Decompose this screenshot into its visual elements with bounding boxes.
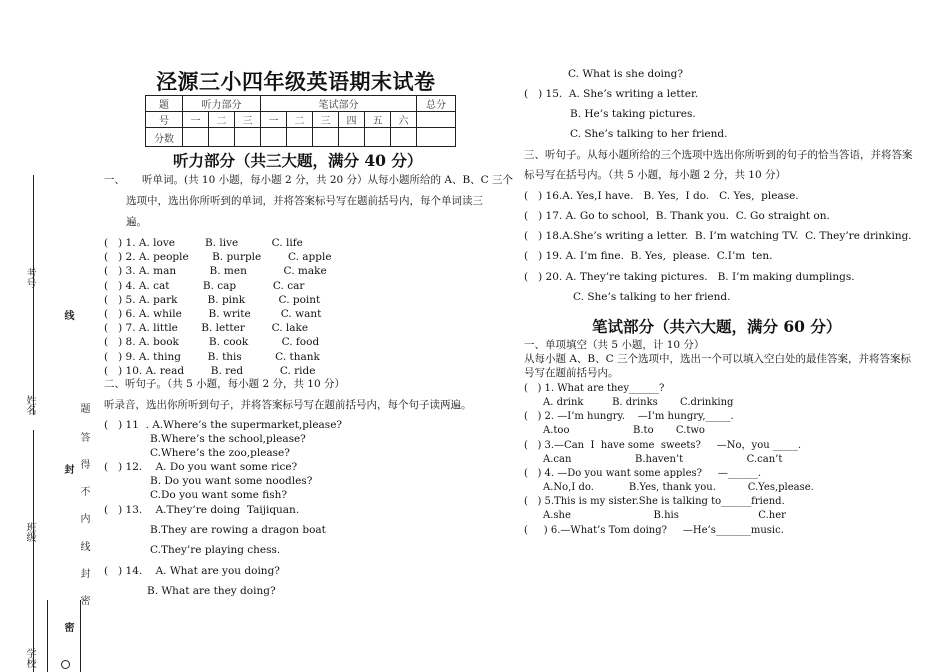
- mark-secret: 密: [62, 622, 73, 632]
- score-input-cell[interactable]: [235, 128, 261, 147]
- label-exam-number: 考号: [24, 268, 35, 288]
- question-line: ( ) 12. A. Do you want some rice?: [104, 461, 298, 473]
- score-table-cell: 二: [287, 112, 313, 128]
- section-3-intro: 三、听句子。从每小题所给的三个选项中选出你所听到的句子的恰当答语，并将答案: [524, 149, 913, 161]
- label-school: 学校: [24, 648, 35, 668]
- binding-line-2: [33, 430, 34, 672]
- question-line: B.They are rowing a dragon boat: [150, 524, 326, 536]
- question-line: C.They’re playing chess.: [150, 544, 281, 556]
- question-line: ( ) 18.A.She’s writing a letter. B. I’m watching TV. C. They’re drinking.: [524, 230, 912, 242]
- question-line: B. Do you want some noodles?: [150, 475, 313, 487]
- question-line: C. What is she doing?: [568, 68, 684, 80]
- score-input-cell[interactable]: [365, 128, 391, 147]
- question-line: ( ) 6. A. while B. write C. want: [104, 308, 322, 320]
- score-table-header: 笔试部分: [261, 96, 417, 112]
- option-line: A.can B.haven’t C.can’t: [543, 454, 783, 465]
- score-table-cell: 五: [365, 112, 391, 128]
- question-line: ( ) 2. A. people B. purple C. apple: [104, 251, 332, 264]
- score-table-cell: 分数: [146, 128, 183, 147]
- note-char-8: 密: [78, 595, 89, 605]
- note-char-3: 得: [78, 459, 89, 469]
- score-input-cell[interactable]: [417, 128, 456, 147]
- label-class: 班级: [24, 522, 35, 542]
- question-line: ( ) 13. A.They’re doing Taijiquan.: [104, 504, 300, 516]
- question-line: ( ) 5.This is my sister.She is talking to______friend.: [524, 496, 785, 507]
- section-1-number: 一、: [104, 174, 125, 186]
- section-1-intro: 选项中，选出你所听到的单词，并将答案标号写在题前括号内，每个单词读三: [126, 195, 483, 207]
- section-1-intro: 遍。: [126, 216, 147, 228]
- score-table-cell: 三: [235, 112, 261, 128]
- note-char-6: 线: [78, 541, 89, 551]
- question-line: ( ) 3. A. man B. men C. make: [104, 265, 327, 278]
- question-line: B. He’s taking pictures.: [570, 108, 696, 120]
- score-table-cell: 号: [146, 112, 183, 128]
- score-table-header: 题: [146, 96, 183, 112]
- section-2-title: 二、听句子。（共 5 小题，每小题 2 分，共 10 分）: [104, 378, 345, 390]
- question-line: ( ) 6.—What’s Tom doing? —He’s_______music.: [524, 525, 784, 536]
- score-table-cell: 六: [391, 112, 417, 128]
- score-table: [145, 95, 456, 147]
- question-line: C. She’s talking to her friend.: [570, 128, 728, 140]
- question-line: ( ) 17. A. Go to school, B. Thank you. C. Go straight on.: [524, 210, 830, 222]
- mark-seal: 封: [62, 464, 73, 474]
- label-name: 姓名: [24, 395, 35, 415]
- score-input-cell[interactable]: [391, 128, 417, 147]
- question-line: ( ) 14. A. What are you doing?: [104, 565, 280, 577]
- question-line: ( ) 15. A. She’s writing a letter.: [524, 88, 699, 100]
- question-line: ( ) 10. A. read B. red C. ride: [104, 364, 316, 377]
- option-line: A.she B.his C.her: [543, 510, 786, 521]
- note-char-4: 不: [78, 486, 89, 496]
- question-line: C.Where’s the zoo,please?: [150, 447, 290, 459]
- question-line: C. She’s talking to her friend.: [573, 291, 731, 303]
- note-char-1: 题: [78, 403, 89, 413]
- question-line: ( ) 20. A. They’re taking pictures. B. I’m making dumplings.: [524, 271, 855, 283]
- score-table-header: 总分: [417, 96, 456, 112]
- listening-section-title: 听力部分（共三大题，满分 40 分）: [173, 151, 423, 170]
- written-1-intro: 从每小题 A、B、C 三个选项中，选出一个可以填入空白处的最佳答案，并将答案标: [524, 353, 912, 365]
- section-1-intro: 听单词。(共 10 小题，每小题 2 分，共 20 分）从每小题所给的 A、B、C 三个: [142, 174, 514, 186]
- note-char-7: 封: [78, 568, 89, 578]
- score-table-cell: 三: [313, 112, 339, 128]
- question-line: ( ) 4. —Do you want some apples? —______.: [524, 468, 762, 479]
- question-line: ( ) 11 . A.Where’s the supermarket,please?: [104, 419, 343, 431]
- question-line: C.Do you want some fish?: [150, 489, 287, 501]
- score-input-cell[interactable]: [261, 128, 287, 147]
- option-line: A.No,I do. B.Yes, thank you. C.Yes,please.: [543, 482, 814, 493]
- binding-line-3: [47, 600, 48, 672]
- written-1-title: 一、单项填空（共 5 小题，计 10 分）: [524, 339, 705, 351]
- score-table-cell: 一: [183, 112, 209, 128]
- note-char-5: 内: [78, 513, 89, 523]
- score-input-cell[interactable]: [209, 128, 235, 147]
- question-line: ( ) 9. A. thing B. this C. thank: [104, 350, 320, 363]
- score-input-cell[interactable]: [287, 128, 313, 147]
- question-line: ( ) 4. A. cat B. cap C. car: [104, 279, 305, 292]
- question-line: ( ) 16.A. Yes,I have. B. Yes, I do. C. Yes, please.: [524, 190, 799, 202]
- binding-line-4: [80, 600, 81, 672]
- question-line: B.Where’s the school,please?: [150, 433, 306, 445]
- score-input-cell[interactable]: [339, 128, 365, 147]
- score-table-cell: 一: [261, 112, 287, 128]
- score-table-cell: 二: [209, 112, 235, 128]
- section-3-intro: 标号写在括号内。（共 5 小题，每小题 2 分，共 10 分）: [524, 169, 786, 181]
- question-line: ( ) 1. What are they______?: [524, 383, 665, 394]
- score-table-cell: 四: [339, 112, 365, 128]
- exam-title: 泾源三小四年级英语期末试卷: [156, 69, 436, 94]
- note-char-2: 答: [78, 432, 89, 442]
- written-1-intro: 号写在题前括号内。: [524, 367, 619, 379]
- mark-line: 线: [62, 310, 73, 320]
- question-line: ( ) 7. A. little B. letter C. lake: [104, 322, 309, 335]
- score-input-cell[interactable]: [313, 128, 339, 147]
- option-line: A.too B.to C.two: [543, 425, 705, 436]
- binding-circle-icon: [61, 660, 70, 669]
- option-line: A. drink B. drinks C.drinking: [543, 397, 734, 408]
- question-line: ( ) 5. A. park B. pink C. point: [104, 293, 321, 306]
- question-line: ( ) 2. —I’m hungry. —I’m hungry,_____.: [524, 411, 734, 422]
- question-line: ( ) 8. A. book B. cook C. food: [104, 336, 320, 349]
- question-line: ( ) 3.—Can I have some sweets? —No，you _____.: [524, 440, 802, 451]
- binding-line-1: [33, 175, 34, 415]
- written-section-title: 笔试部分（共六大题，满分 60 分）: [592, 317, 842, 336]
- score-input-cell[interactable]: [183, 128, 209, 147]
- score-table-cell: [417, 112, 456, 128]
- question-line: ( ) 19. A. I’m fine. B. Yes, please. C.I’m ten.: [524, 250, 773, 262]
- question-line: ( ) 1. A. love B. live C. life: [104, 237, 303, 249]
- section-2-intro: 听录音，选出你所听到句子，并将答案标号写在题前括号内，每个句子读两遍。: [104, 399, 472, 411]
- score-table-header: 听力部分: [183, 96, 261, 112]
- question-line: B. What are they doing?: [147, 585, 276, 597]
